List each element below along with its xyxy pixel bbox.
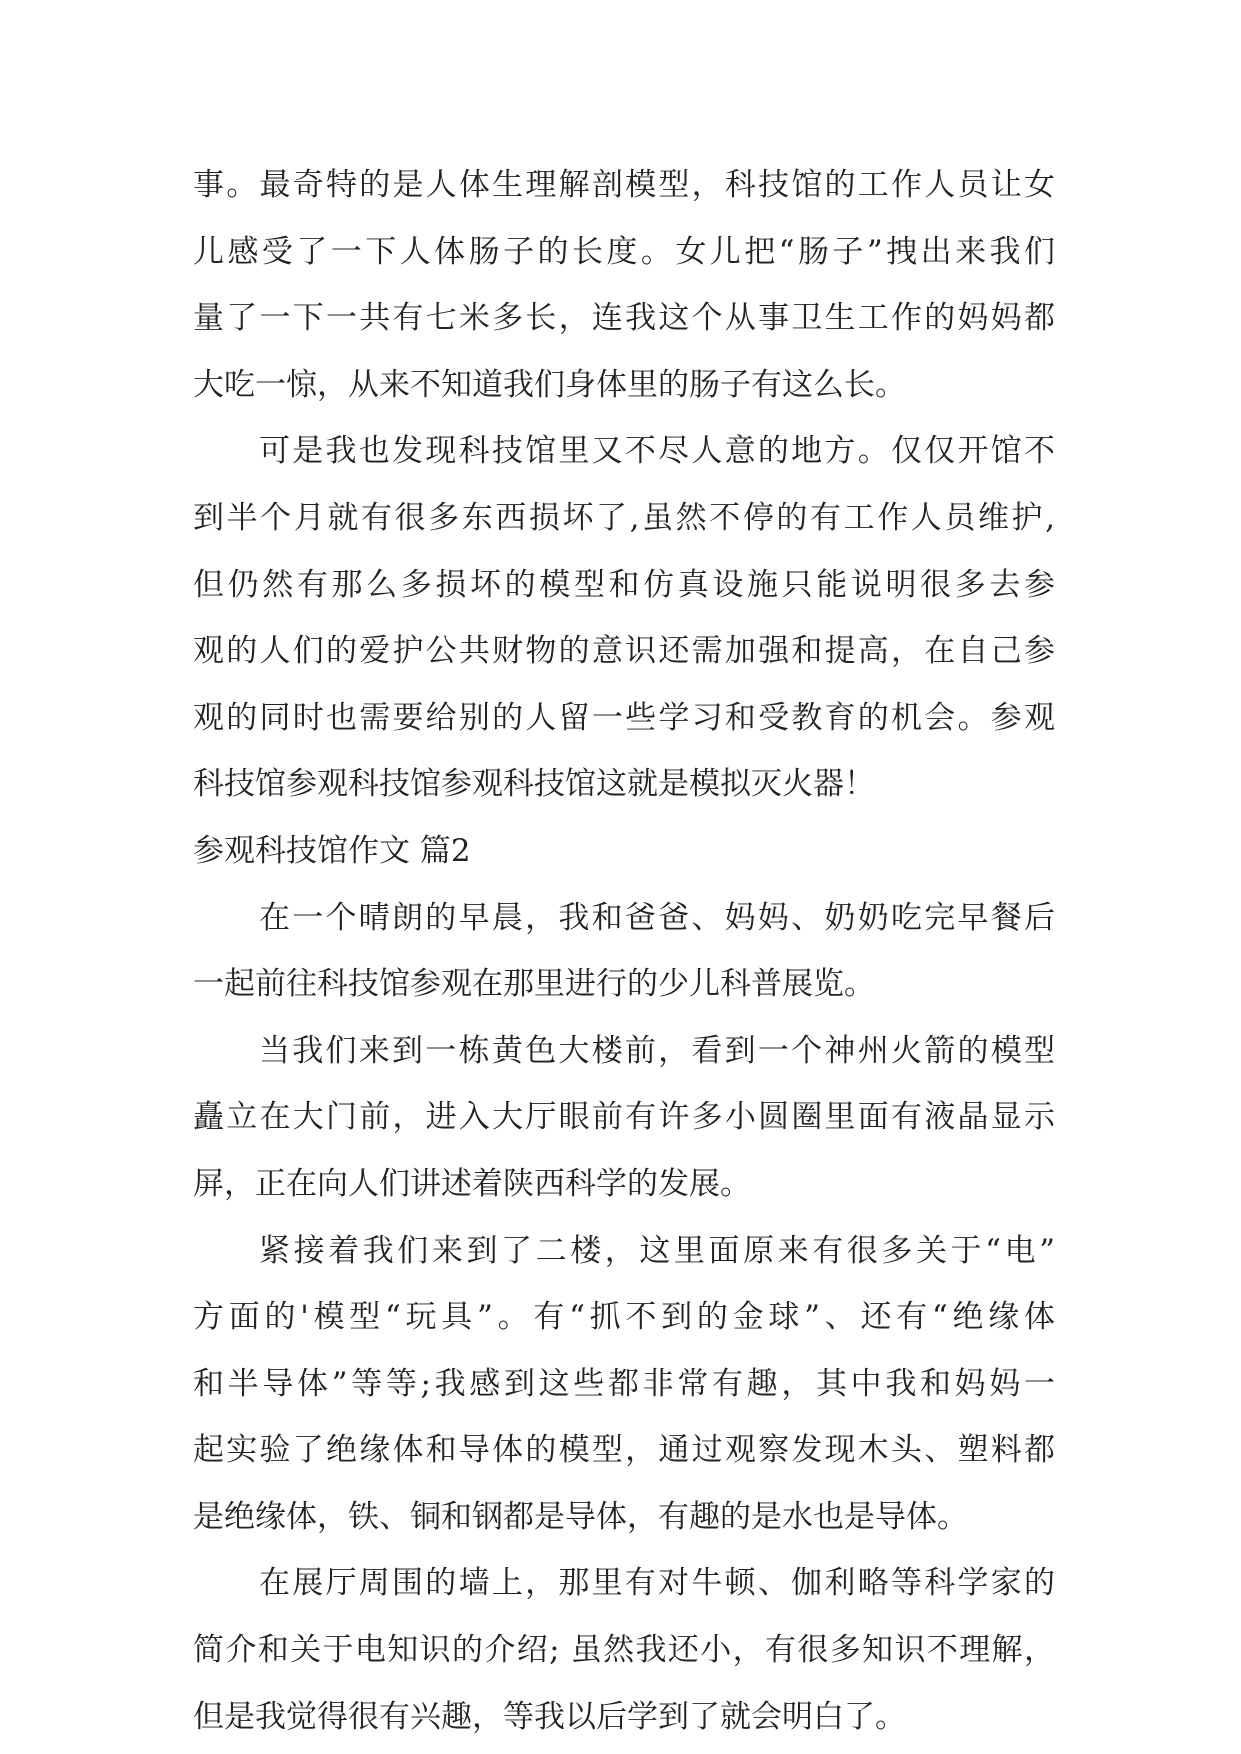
text-line: 屏，正在向人们讲述着陕西科学的发展。	[193, 1165, 751, 1202]
paragraph	[193, 152, 1055, 418]
heading-text: 参观科技馆作文 篇2	[193, 832, 471, 869]
text-line: 科技馆参观科技馆参观科技馆这就是模拟灭火器！	[193, 766, 875, 803]
text-line: 到半个月就有很多东西损坏了,虽然不停的有工作人员维护,	[193, 499, 1055, 536]
text-line: 在一个晴朗的早晨，我和爸爸、妈妈、奶奶吃完早餐后	[259, 899, 1055, 936]
text-line: 可是我也发现科技馆里又不尽人意的地方。仅仅开馆不	[259, 433, 1055, 470]
text-line: 方面的'模型“玩具”。有“抓不到的金球”、还有“绝缘体	[193, 1299, 1055, 1336]
text-line: 紧接着我们来到了二楼，这里面原来有很多关于“电”	[259, 1232, 1055, 1269]
text-line: 量了一下一共有七米多长，连我这个从事卫生工作的妈妈都	[193, 300, 1055, 337]
text-line: 和半导体”等等;我感到这些都非常有趣，其中我和妈妈一	[193, 1365, 1055, 1402]
text-line: 当我们来到一栋黄色大楼前，看到一个神州火箭的模型	[259, 1032, 1055, 1069]
text-line: 一起前往科技馆参观在那里进行的少儿科普展览。	[193, 966, 875, 1003]
paragraph	[193, 1018, 1055, 1218]
text-line: 在展厅周围的墙上，那里有对牛顿、伽利略等科学家的	[259, 1565, 1055, 1602]
text-line: 儿感受了一下人体肠子的长度。女儿把“肠子”拽出来我们	[193, 233, 1055, 270]
text-line: 简介和关于电知识的介绍; 虽然我还小，有很多知识不理解，	[193, 1632, 1055, 1669]
text-line: 但仍然有那么多损坏的模型和仿真设施只能说明很多去参	[193, 566, 1055, 603]
paragraph	[193, 1550, 1055, 1750]
text-line: 观的人们的爱护公共财物的意识还需加强和提高，在自己参	[193, 633, 1055, 670]
paragraph	[193, 418, 1055, 818]
text-line: 但是我觉得很有兴趣，等我以后学到了就会明白了。	[193, 1698, 906, 1735]
paragraph	[193, 1218, 1055, 1551]
document-body	[193, 152, 1055, 1750]
text-line: 事。最奇特的是人体生理解剖模型，科技馆的工作人员让女	[193, 167, 1055, 203]
paragraph	[193, 885, 1055, 1018]
text-line: 起实验了绝缘体和导体的模型，通过观察发现木头、塑料都	[193, 1432, 1055, 1469]
section-heading	[193, 818, 1055, 885]
text-line: 观的同时也需要给别的人留一些学习和受教育的机会。参观	[193, 699, 1055, 736]
text-line: 是绝缘体，铁、铜和钢都是导体，有趣的是水也是导体。	[193, 1498, 968, 1535]
text-line: 矗立在大门前，进入大厅眼前有许多小圆圈里面有液晶显示	[193, 1099, 1055, 1136]
text-line: 大吃一惊，从来不知道我们身体里的肠子有这么长。	[193, 366, 906, 403]
